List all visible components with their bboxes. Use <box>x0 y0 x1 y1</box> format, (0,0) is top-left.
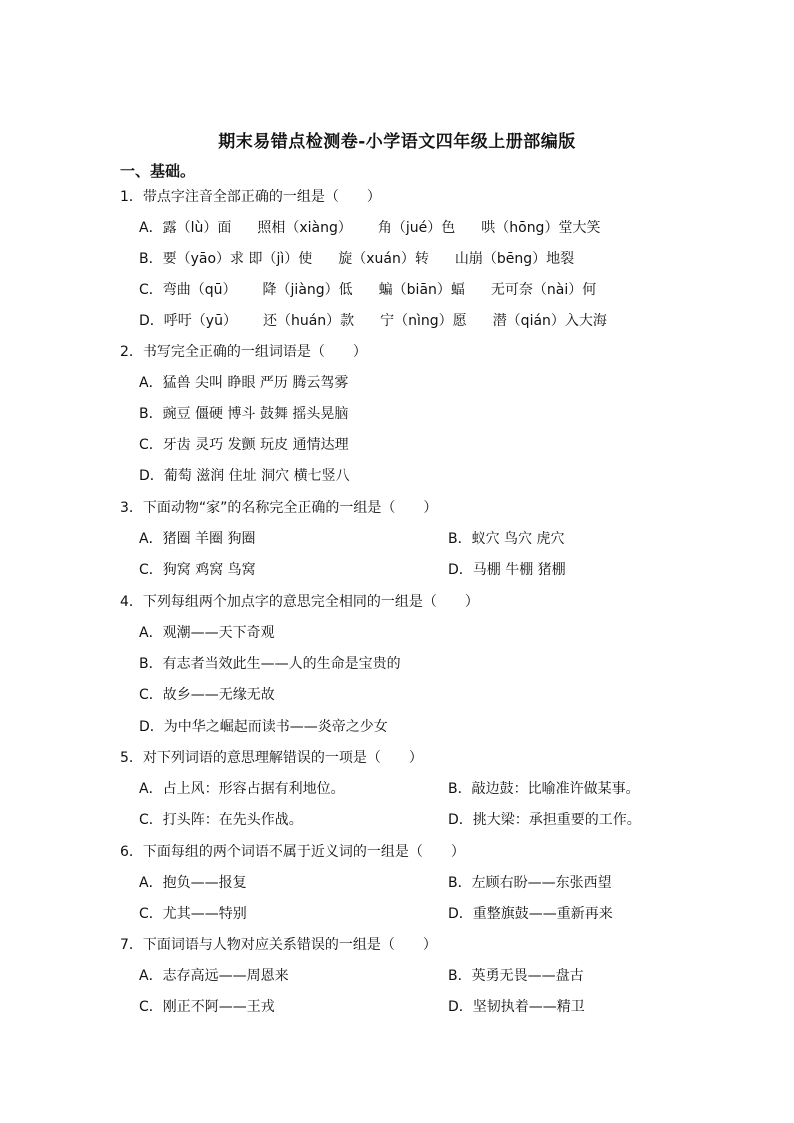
question-2-option-b[interactable]: B．豌豆 僵硬 博斗 鼓舞 摇头晃脑 <box>139 406 349 422</box>
question-6-option-c[interactable]: C．尤其——特别 <box>139 906 247 922</box>
question-5-option-a[interactable]: A．占上风：形容占据有利地位。 <box>139 781 345 797</box>
q1-c-part: C．弯曲（qū） <box>139 282 237 298</box>
question-3-option-d[interactable]: D．马棚 牛棚 猪棚 <box>448 562 566 578</box>
question-1-option-c[interactable] <box>139 279 596 299</box>
question-2-option-c[interactable]: C．牙齿 灵巧 发颤 玩皮 通情达理 <box>139 437 349 453</box>
question-3-option-b[interactable]: B．蚁穴 鸟穴 虎穴 <box>448 531 565 547</box>
question-1-option-a[interactable] <box>139 217 600 237</box>
q1-c-part: 无可奈（nài）何 <box>490 282 597 298</box>
q1-a-part: 哄（hōng）堂大笑 <box>481 220 601 236</box>
question-5-stem: 5．对下列词语的意思理解错误的一项是（ ） <box>120 750 423 766</box>
page-title: 期末易错点检测卷-小学语文四年级上册部编版 <box>218 132 576 152</box>
question-6-option-d[interactable]: D．重整旗鼓——重新再来 <box>448 906 613 922</box>
q1-a-part: A．露（lù）面 <box>139 220 232 236</box>
section-heading: 一、基础。 <box>120 162 196 180</box>
q1-a-part: 角（jué）色 <box>377 220 456 236</box>
question-2-option-a[interactable]: A．猛兽 尖叫 睁眼 严历 腾云驾雾 <box>139 375 349 391</box>
question-4-option-c[interactable]: C．故乡——无缘无故 <box>139 687 275 703</box>
question-1-stem: 1．带点字注音全部正确的一组是（ ） <box>120 189 381 205</box>
question-6-stem: 6．下面每组的两个词语不属于近义词的一组是（ ） <box>120 844 465 860</box>
q1-d-part: 宁（nìng）愿 <box>380 313 467 329</box>
question-6-option-b[interactable]: B．左顾右盼——东张西望 <box>448 875 612 891</box>
q1-b-part: 旋（xuán）转 <box>338 251 429 267</box>
q1-c-part: 蝙（biān）蝠 <box>378 282 465 298</box>
q1-d-part: 潜（qián）入大海 <box>492 313 607 329</box>
question-3-option-a[interactable]: A．猪圈 羊圈 狗圈 <box>139 531 256 547</box>
question-3-stem: 3．下面动物“家”的名称完全正确的一组是（ ） <box>120 500 438 516</box>
question-3-option-c[interactable]: C．狗窝 鸡窝 鸟窝 <box>139 562 256 578</box>
question-4-option-a[interactable]: A．观潮——天下奇观 <box>139 625 275 641</box>
q1-a-part: 照相（xiàng） <box>257 220 352 236</box>
question-2-option-d[interactable]: D．葡萄 滋润 住址 洞穴 横七竖八 <box>139 468 350 484</box>
question-7-stem: 7．下面词语与人物对应关系错误的一组是（ ） <box>120 937 437 953</box>
question-7-option-d[interactable]: D．坚韧执着——精卫 <box>448 999 585 1015</box>
q1-b-part: B．要（yāo）求 即（jì）使 <box>139 251 313 267</box>
question-5-option-b[interactable]: B．敲边鼓：比喻准许做某事。 <box>448 781 640 797</box>
q1-c-part: 降（jiàng）低 <box>262 282 353 298</box>
question-6-option-a[interactable]: A．抱负——报复 <box>139 875 247 891</box>
question-7-option-b[interactable]: B．英勇无畏——盘古 <box>448 968 584 984</box>
question-7-option-c[interactable]: C．刚正不阿——王戎 <box>139 999 275 1015</box>
question-4-option-b[interactable]: B．有志者当效此生——人的生命是宝贵的 <box>139 656 401 672</box>
question-4-stem: 4．下列每组两个加点字的意思完全相同的一组是（ ） <box>120 594 479 610</box>
question-2-stem: 2．书写完全正确的一组词语是（ ） <box>120 344 367 360</box>
q1-b-part: 山崩（bēng）地裂 <box>454 251 575 267</box>
question-5-option-d[interactable]: D．挑大梁：承担重要的工作。 <box>448 812 641 828</box>
question-7-option-a[interactable]: A．志存高远——周恩来 <box>139 968 289 984</box>
question-1-option-b[interactable] <box>139 248 574 268</box>
question-4-option-d[interactable]: D．为中华之崛起而读书——炎帝之少女 <box>139 719 388 735</box>
q1-d-part: 还（huán）款 <box>262 313 355 329</box>
q1-d-part: D．呼吁（yū） <box>139 313 237 329</box>
question-1-option-d[interactable] <box>139 310 607 330</box>
question-5-option-c[interactable]: C．打头阵：在先头作战。 <box>139 812 303 828</box>
